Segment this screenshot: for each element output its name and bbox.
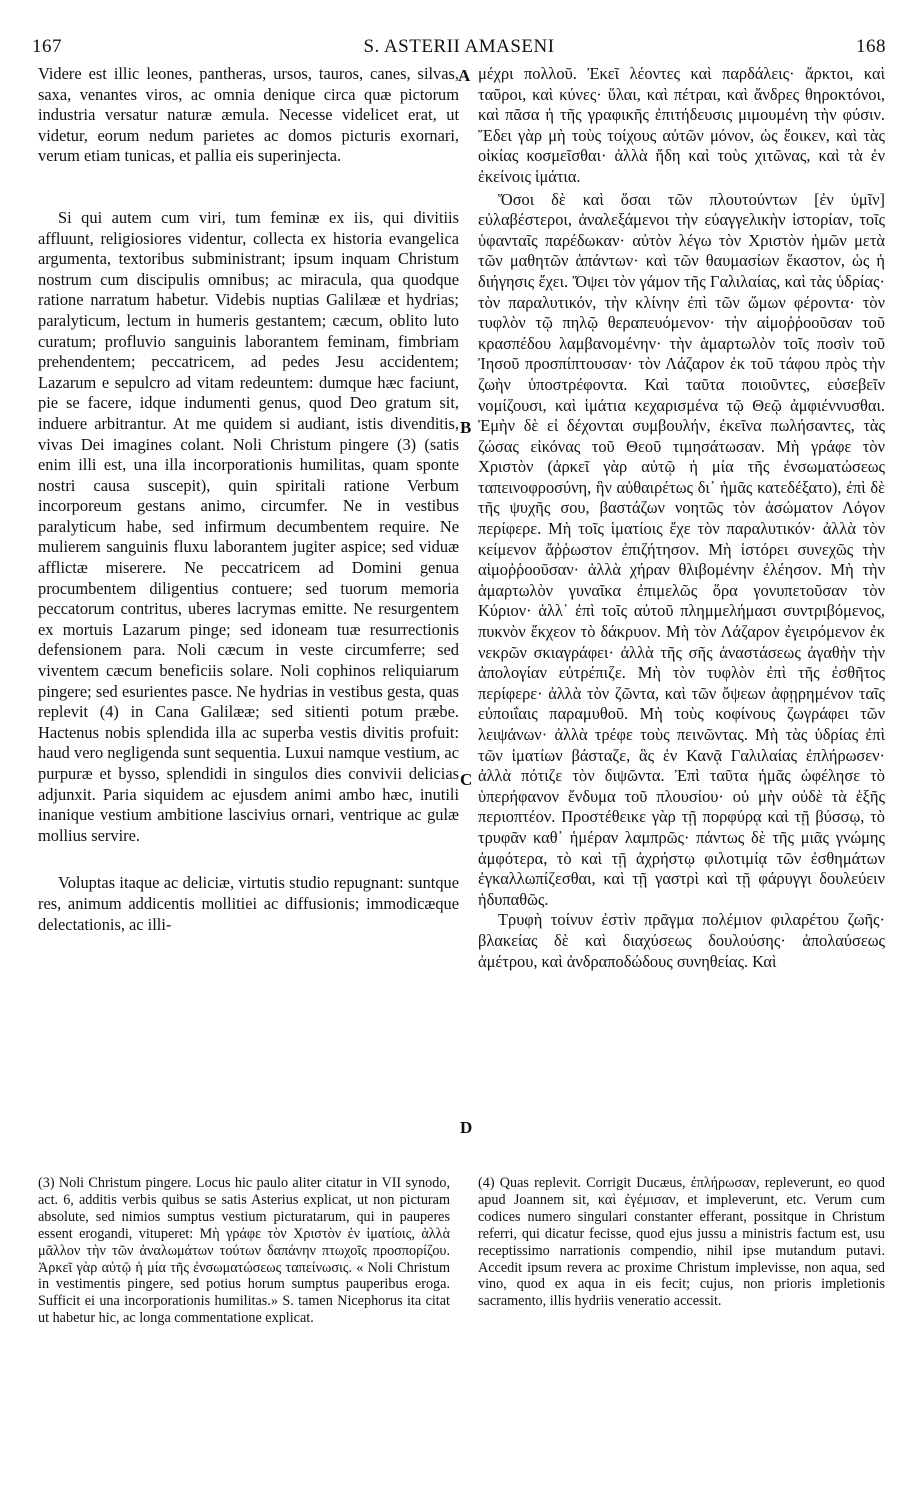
- latin-column: [38, 64, 459, 935]
- page-number-right: 168: [856, 36, 886, 57]
- footnote-3: (3) Noli Christum pingere. Locus hic paulo aliter citatur in VII synodo, act. 6, additis verbis quibus se satis Asterius explicat, ut non picturam absolute, sed nimios sumptus vestium picturatarum, qui in pauperes essent erogandi, vituperet: Μὴ γράφε τὸν Χριστὸν ἐν ἱματίοις, ἀλλὰ μᾶλλον τὴν τῶν ἀναλωμάτων τούτων δαπάνην πτωχοῖς προσπορίζου. Ἀρκεῖ γὰρ αὐτῷ ἡ μία τῆς ἐνσωματώσεως ταπείνωσις. « Noli Christum in vestimentis pingere, sed potius horum sumptus pauperibus eroga. Sufficit ei una incorporationis humilitas.» S. tamen Nicephorus ita citat ut habetur hic, ac longa commentatione explicat.: [38, 1175, 450, 1327]
- running-header: [32, 36, 886, 62]
- greek-paragraph-2: Ὅσοι δὲ καὶ ὅσαι τῶν πλουτούντων [ἐν ὑμῖν] εὐλαβέστεροι, ἀναλεξάμενοι τὴν εὐαγγελικὴν ἱστορίαν, τοῖς ὑφανταῖς παρέδωκαν· αὐτὸν λέγω τὸν Χριστὸν ἡμῶν μετὰ τῶν μαθητῶν ἁπάντων· καὶ τῶν θαυμασίων ἕκαστον, ὡς ἡ διήγησις ἔχει. Ὄψει τὸν γάμον τῆς Γαλιλαίας, καὶ τὰς ὑδρίας· τὸν παραλυτικόν, τὴν κλίνην ἐπὶ τῶν ὤμων φέροντα· τὸν τυφλὸν τῷ πηλῷ θεραπευόμενον· τὴν αἱμοῤῥοοῦσαν τοῦ κρασπέδου λαμβανομένην· τὴν ἁμαρτωλὸν τοῖς ποσὶν τοῦ Ἰησοῦ προσπίπτουσαν· τὸν Λάζαρον ἐκ τοῦ τάφου πρὸς τὴν ζωὴν ὑποστρέφοντα. Καὶ ταῦτα ποιοῦντες, εὐσεβεῖν νομίζουσι, καὶ ἱμάτια κεχαρισμένα τῷ Θεῷ ἀμφιέννυσθαι. Ἐμὴν δὲ εἰ δέχονται συμβουλήν, ἐκεῖνα πωλήσαντες, τὰς ζώσας εἰκόνας τοῦ Θεοῦ τιμησάτωσαν. Μὴ γράφε τὸν Χριστὸν (ἀρκεῖ γὰρ αὐτῷ ἡ μία τῆς ἐνσωματώσεως ταπεινοφροσύνη, ἣν αὐθαιρέτως δι᾽ ἡμᾶς κατεδέξατο), ἐπὶ δὲ τῆς ψυχῆς σου, βαστάζων νοητῶς τὸν ἀσώματον Λόγον περίφερε. Μὴ τοῖς ἱματίοις ἔχε τὸν παραλυτικόν· ἀλλὰ τὸν κείμενον ἄῤῥωστον ἐπιζήτησον. Μὴ ἱστόρει συνεχῶς τὴν αἱμοῤῥοοῦσαν· ἀλλὰ χήραν θλιβομένην ἐλέησον. Μὴ τὴν ἁμαρτωλὸν γυναῖκα ἐπιμελῶς ὅρα γονυπετοῦσαν τὸν Κύριον· ἀλλ᾽ ἐπὶ τοῖς αὐτοῦ πλημμελήμασι συντριβόμενος, πυκνὸν ἔκχεον τὸ δάκρυον. Μὴ τὸν Λάζαρον ἐγειρόμενον ἐκ νεκρῶν σκιαγράφει· ἀλλὰ τῆς σῆς ἀναστάσεως ἀγαθὴν τὴν ἀπολογίαν εὐτρέπιζε. Μὴ τὸν τυφλὸν ἐπὶ τῆς ἐσθῆτος περίφερε· ἀλλὰ τὸν ζῶντα, καὶ τῶν ὄψεων ἀφῃρημένον ταῖς εὐποιΐαις παραμυθοῦ. Μὴ τοὺς κοφίνους ζωγράφει τῶν λειψάνων· ἀλλὰ τρέφε τοὺς πεινῶντας. Μὴ τὰς ὑδρίας ἐπὶ τῶν ἱματίων βάσταζε, ἃς ἐν Κανᾷ Γαλιλαίας ἐπλήρωσεν· ἀλλὰ πότιζε τὸν διψῶντα. Ἐπὶ ταῦτα ἡμᾶς ὠφέλησε τὸ ὑπερήφανον ἔνδυμα τοῦ πλουσίου· οὐ μὴν οὐδὲ τὰ ἑξῆς περιοπτέον. Προστέθεικε γὰρ τῇ πορφύρᾳ καὶ τῇ βύσσῳ, τὸ τρυφᾶν καθ᾽ ἡμέραν λαμπρῶς· πάντως δὲ τῆς μιᾶς γνώμης ἀμφότερα, τὸ καὶ τῇ ἀχρήστῳ φιλοτιμίᾳ τῶν ἐσθημάτων ἐγκαλλωπίζεσθαι, καὶ τῇ γαστρὶ καὶ τῇ φάρυγγι δουλεύειν ἡδυπαθῶς.: [478, 189, 885, 909]
- greek-column: [478, 64, 885, 972]
- margin-marker-c: C: [460, 770, 473, 789]
- margin-marker-d: D: [460, 1118, 473, 1137]
- greek-paragraph-3: Τρυφὴ τοίνυν ἐστὶν πρᾶγμα πολέμιον φιλαρέτου ζωῆς· βλακείας δὲ καὶ διαχύσεως δουλούσης· ἀπολαύσεως ἀμέτρου, καὶ ἀνδραποδώδους συνηθείας. Καὶ: [478, 910, 885, 971]
- latin-paragraph-3: Voluptas itaque ac deliciæ, virtutis studio repugnant: suntque res, animum addicentis mollitiei ac diffusionis; immodicæque delectationis, ac illi-: [38, 873, 459, 934]
- running-title: S. ASTERII AMASENI: [363, 36, 555, 57]
- footnote-4: (4) Quas replevit. Corrigit Ducæus, ἐπλήρωσαν, repleverunt, eo quod apud Joannem sit, καὶ ἐγέμισαν, et impleverunt, etc. Verum cum codices numero singulari constanter efferant, possitque in Christum referri, qui dicatur fecisse, quod ejus jussu a ministris factum est, usu receptissimo narrationis compendio, nihil ipse mutandum putavi. Accedit ipsum revera ac proxime Christum implevisse, non aqua, sed vino, quod ex aqua in eis fecit; cujus, non prioris impletionis sacramento, illis hydriis veneratio accessit.: [478, 1175, 885, 1310]
- latin-paragraph-2: Si qui autem cum viri, tum feminæ ex iis, qui divitiis affluunt, religiosiores videntur, collecta ex historia evangelica argumenta, textoribus subministrant; ipsum inquam Christum nostrum cum discipulis omnibus; ac miracula, qua quodque ratione narratum habetur. Videbis nuptias Galilææ et hydrias; paralyticum, lectum in humeris gestantem; cæcum, oblito luto curatum; profluvio sanguinis laborantem feminam, fimbriam prehendentem; peccatricem, ad pedes Jesu accidentem; Lazarum e sepulcro ad vitam redeuntem: dumque hæc faciunt, pie se facere, idque indumenti genus, quod Deo gratum sit, induere arbitrantur. At me quidem si audiant, istis divenditis, vivas Dei imagines colant. Noli Christum pingere (3) (satis enim illi est, una illa incorporationis humilitas, quam sponte nostri causa suscepit), quin spiritali ratione Verbum incorporeum gestans animo, circumfer. Ne in vestibus paralyticum habe, sed infirmum decumbentem require. Ne mulierem sanguinis fluxu laborantem jugiter aspice; sed viduæ afflictæ miserere. Ne peccatricem ad Domini genua procumbentem diligentius contuere; sed tuorum memoria peccatorum contritus, uberes lacrymas emitte. Ne resurgentem ex mortuis Lazarum pinge; sed idoneam tuæ resurrectionis defensionem para. Noli cæcum in veste circumferre; sed viventem cæcum beneficiis solare. Noli cophinos reliquiarum pingere; sed esurientes pasce. Ne hydrias in vestibus gesta, quas replevit (4) in Cana Galilææ; sed sitienti potum præbe. Hactenus nobis splendida illa ac superba vestis divitis profuit: haud vero negligenda sunt sequentia. Luxui namque vestium, ac purpuræ et bysso, splendidi in singulos dies convivii delicias adjunxit. Paria siquidem ac ejusdem animi ambo hæc, inutili inanique vestium ambitione lascivius ornari, ventrique ac gulæ mollius servire.: [38, 207, 459, 845]
- latin-paragraph-1: Videre est illic leones, pantheras, ursos, tauros, canes, silvas, saxa, venantes viros, ac omnia denique circa quæ pictorum industria versatur naturæ æmula. Necesse videlicet erat, ut videtur, eorum nedum parietes ac domos picturis exornari, verum etiam tunicas, et pallia eis superinjecta.: [38, 64, 459, 166]
- margin-marker-b: B: [460, 418, 472, 437]
- page-number-left: 167: [32, 36, 62, 57]
- greek-paragraph-1: μέχρι πολλοῦ. Ἐκεῖ λέοντες καὶ παρδάλεις· ἄρκτοι, καὶ ταῦροι, καὶ κύνες· ὕλαι, καὶ πέτραι, καὶ ἄνδρες θηροκτόνοι, καὶ πᾶσα ἡ τῆς γραφικῆς ἐπιτήδευσις μιμουμένη τὴν φύσιν. Ἔδει γὰρ μὴ τοὺς τοίχους αὐτῶν μόνον, ὡς ἔοικεν, καὶ τὰς οἰκίας κοσμεῖσθαι· ἀλλὰ ἤδη καὶ τοὺς χιτῶνας, καὶ τὰ ἐν ἐκείνοις ἱμάτια.: [478, 64, 885, 186]
- margin-marker-a: A: [458, 66, 471, 85]
